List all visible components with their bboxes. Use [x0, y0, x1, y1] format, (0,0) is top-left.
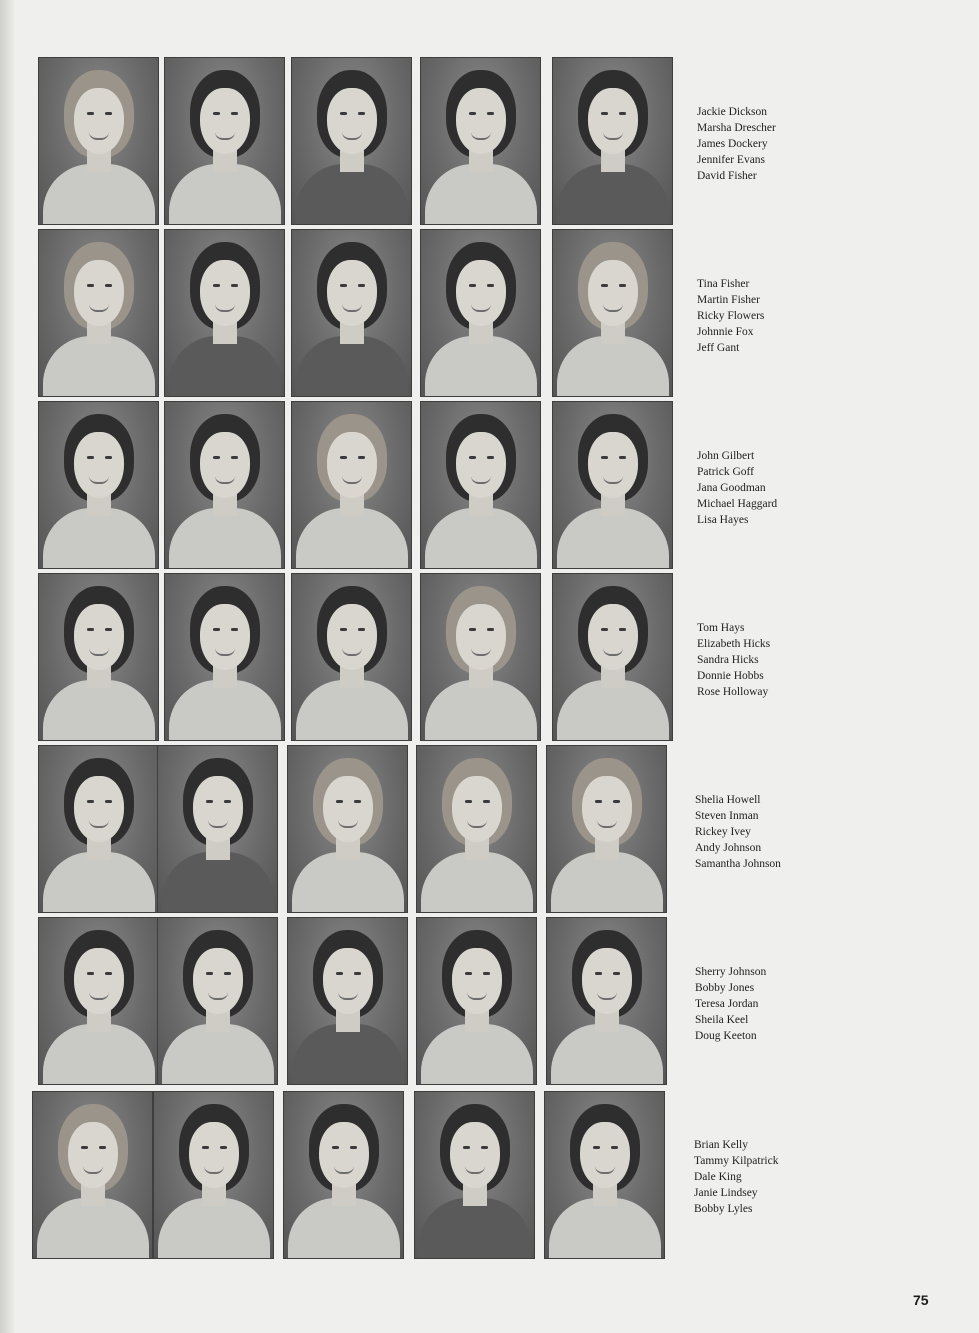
student-name: Rickey Ivey	[695, 826, 751, 838]
student-name: Janie Lindsey	[694, 1187, 758, 1199]
student-name: Michael Haggard	[697, 498, 778, 510]
portrait-photo	[287, 917, 408, 1085]
name-list-row-4	[697, 620, 770, 700]
portrait-row-6	[38, 917, 673, 1085]
portrait-photo	[291, 57, 412, 225]
portrait-photo	[420, 57, 541, 225]
portrait-photo	[157, 917, 278, 1085]
portrait-row-7	[38, 1091, 673, 1259]
portrait-photo	[38, 573, 159, 741]
student-name: Patrick Goff	[697, 466, 754, 478]
student-name: Samantha Johnson	[695, 858, 781, 870]
portrait-photo	[420, 573, 541, 741]
student-name: Marsha Drescher	[697, 122, 776, 134]
student-name: Teresa Jordan	[695, 998, 759, 1010]
portrait-row-3	[38, 401, 673, 569]
portrait-photo	[552, 57, 673, 225]
portrait-photo	[414, 1091, 535, 1259]
student-name: Sheila Keel	[695, 1014, 749, 1026]
student-name: Brian Kelly	[694, 1139, 748, 1151]
student-name: Jeff Gant	[697, 342, 740, 354]
portrait-photo	[38, 229, 159, 397]
portrait-photo	[153, 1091, 274, 1259]
student-name: Andy Johnson	[695, 842, 762, 854]
portrait-photo	[420, 229, 541, 397]
portrait-photo	[416, 917, 537, 1085]
portrait-photo	[287, 745, 408, 913]
portrait-photo	[420, 401, 541, 569]
portrait-photo	[416, 745, 537, 913]
student-name: Doug Keeton	[695, 1030, 757, 1042]
student-name: Donnie Hobbs	[697, 670, 764, 682]
student-name: Dale King	[694, 1171, 742, 1183]
student-name: Bobby Jones	[695, 982, 755, 994]
student-name: James Dockery	[697, 138, 768, 150]
name-list-row-7	[694, 1137, 778, 1217]
student-name: Jana Goodman	[697, 482, 766, 494]
name-list-row-5	[695, 792, 781, 872]
student-name: Bobby Lyles	[694, 1203, 753, 1215]
portrait-photo	[291, 229, 412, 397]
page-binding-edge	[0, 0, 14, 1333]
portrait-photo	[38, 917, 159, 1085]
portrait-row-4	[38, 573, 673, 741]
portrait-row-5	[38, 745, 673, 913]
portrait-photo	[546, 917, 667, 1085]
portrait-photo	[32, 1091, 153, 1259]
portrait-row-2	[38, 229, 673, 397]
portrait-photo	[164, 57, 285, 225]
student-name: John Gilbert	[697, 450, 755, 462]
portrait-photo	[38, 57, 159, 225]
name-list-row-3	[697, 448, 777, 528]
portrait-photo	[38, 745, 159, 913]
student-name: Rose Holloway	[697, 686, 769, 698]
student-name: Jennifer Evans	[697, 154, 766, 166]
portrait-photo	[291, 401, 412, 569]
student-name: David Fisher	[697, 170, 757, 182]
portrait-photo	[552, 401, 673, 569]
name-list-row-1	[697, 104, 776, 184]
student-name: Sandra Hicks	[697, 654, 759, 666]
name-list-row-6	[695, 964, 766, 1044]
portrait-photo	[157, 745, 278, 913]
name-list-row-2	[697, 276, 764, 356]
portrait-row-1	[38, 57, 673, 225]
portrait-photo	[552, 229, 673, 397]
portrait-photo	[164, 573, 285, 741]
portrait-photo	[164, 401, 285, 569]
portrait-photo	[546, 745, 667, 913]
student-name: Martin Fisher	[697, 294, 760, 306]
student-name: Steven Inman	[695, 810, 759, 822]
portrait-photo	[164, 229, 285, 397]
portrait-photo	[283, 1091, 404, 1259]
page-number: 75	[913, 1292, 929, 1308]
portrait-photo	[38, 401, 159, 569]
student-name: Tammy Kilpatrick	[694, 1155, 779, 1167]
student-name: Tom Hays	[697, 622, 745, 634]
student-name: Johnnie Fox	[697, 326, 754, 338]
student-name: Tina Fisher	[697, 278, 750, 290]
student-name: Shelia Howell	[695, 794, 761, 806]
portrait-photo	[552, 573, 673, 741]
student-name: Jackie Dickson	[697, 106, 767, 118]
portrait-photo	[291, 573, 412, 741]
portrait-photo	[544, 1091, 665, 1259]
student-name: Ricky Flowers	[697, 310, 765, 322]
student-name: Lisa Hayes	[697, 514, 749, 526]
student-name: Sherry Johnson	[695, 966, 767, 978]
student-name: Elizabeth Hicks	[697, 638, 771, 650]
